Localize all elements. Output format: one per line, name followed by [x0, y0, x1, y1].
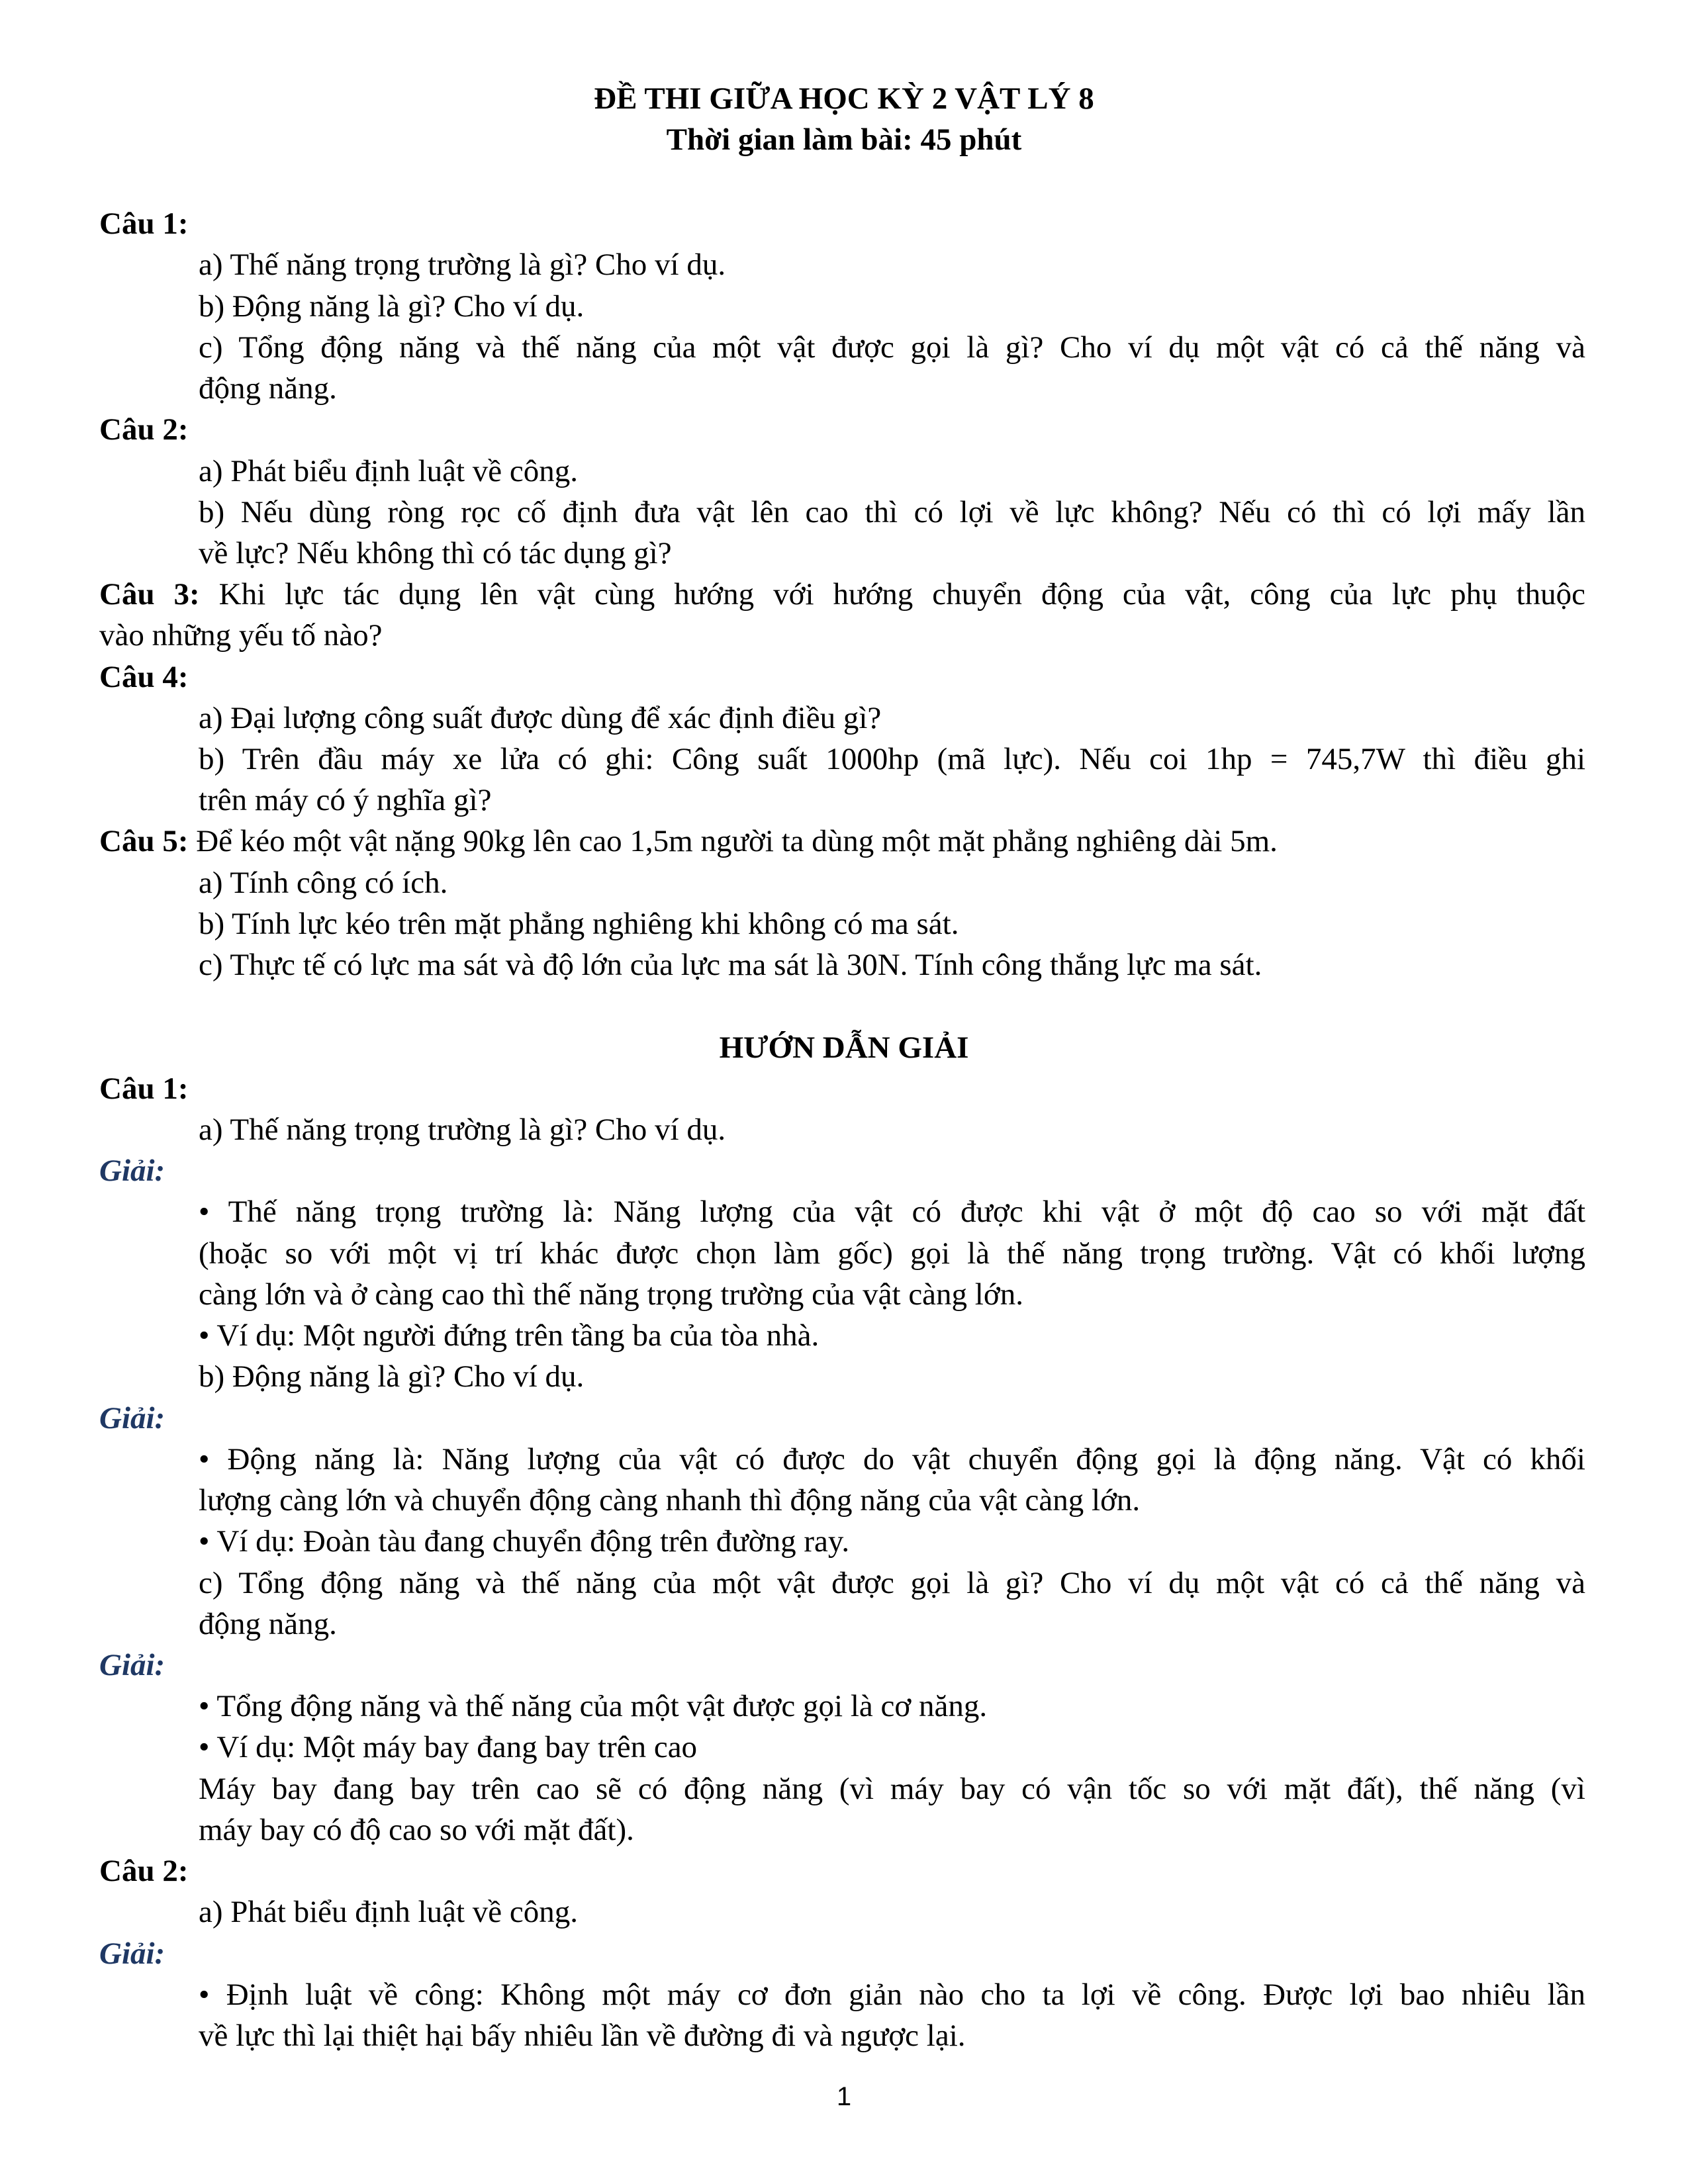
- question-5-a: a) Tính công có ích.: [199, 866, 448, 900]
- answer-1c-example: • Ví dụ: Một máy bay đang bay trên cao: [199, 1730, 698, 1764]
- guide-question-1-c-line-2: động năng.: [199, 1607, 337, 1641]
- question-2-b-line-1: b) Nếu dùng ròng rọc cố định đưa vật lên cao thì có lợi về lực không? Nếu có thì có lợi mấy lần: [199, 495, 1585, 529]
- answer-1a-line-2: (hoặc so với một vị trí khác được chọn làm gốc) gọi là thế năng trọng trường. Vật có khối lượng: [199, 1236, 1585, 1271]
- answer-2a-line-1: • Định luật về công: Không một máy cơ đơn giản nào cho ta lợi về công. Được lợi bao nhiêu lần: [199, 1978, 1585, 2012]
- exam-duration: Thời gian làm bài: 45 phút: [666, 122, 1022, 157]
- answer-1b-line-2: lượng càng lớn và chuyển động càng nhanh thì động năng của vật càng lớn.: [199, 1483, 1141, 1518]
- guide-question-2-a: a) Phát biểu định luật về công.: [199, 1895, 578, 1929]
- answer-1c-explanation-line-1: Máy bay đang bay trên cao sẽ có động năng (vì máy bay có vận tốc so với mặt đất), thế năng (vì: [199, 1772, 1585, 1806]
- answer-1a-line-1: • Thế năng trọng trường là: Năng lượng của vật có được khi vật ở một độ cao so với mặt đất: [199, 1195, 1585, 1229]
- guide-question-1-a: a) Thế năng trọng trường là gì? Cho ví dụ.: [199, 1113, 726, 1147]
- question-4-a: a) Đại lượng công suất được dùng để xác định điều gì?: [199, 701, 882, 735]
- answer-1b-line-1: • Động năng là: Năng lượng của vật có được do vật chuyển động gọi là động năng. Vật có khối: [199, 1442, 1585, 1477]
- answer-1a-example: • Ví dụ: Một người đứng trên tầng ba của tòa nhà.: [199, 1318, 820, 1353]
- question-5-line: [99, 821, 1585, 862]
- question-1-c-line-2: động năng.: [199, 371, 337, 406]
- question-4-label: Câu 4:: [99, 660, 189, 694]
- answer-1c: • Tổng động năng và thế năng của một vật được gọi là cơ năng.: [199, 1689, 988, 1723]
- question-4-b-line-1: b) Trên đầu máy xe lửa có ghi: Công suất 1000hp (mã lực). Nếu coi 1hp = 745,7W thì điều ghi: [199, 742, 1585, 776]
- question-5-text: Để kéo một vật nặng 90kg lên cao 1,5m người ta dùng một mặt phẳng nghiêng dài 5m.: [196, 824, 1278, 858]
- question-2-a: a) Phát biểu định luật về công.: [199, 454, 578, 488]
- question-1-b: b) Động năng là gì? Cho ví dụ.: [199, 289, 585, 324]
- answer-2a-line-2: về lực thì lại thiệt hại bấy nhiêu lần về đường đi và ngược lại.: [199, 2019, 966, 2053]
- question-3-label: Câu 3:: [99, 577, 200, 612]
- question-5-c: c) Thực tế có lực ma sát và độ lớn của lực ma sát là 30N. Tính công thắng lực ma sát.: [199, 948, 1262, 982]
- answer-1a-line-3: càng lớn và ở càng cao thì thế năng trọng trường của vật càng lớn.: [199, 1277, 1023, 1312]
- question-3-text: Khi lực tác dụng lên vật cùng hướng với hướng chuyển động của vật, công của lực phụ thuộc: [218, 577, 1585, 612]
- question-3-line-1: [99, 574, 1585, 615]
- question-5-label: Câu 5:: [99, 824, 189, 858]
- page-number: 1: [836, 2082, 852, 2111]
- question-5-b: b) Tính lực kéo trên mặt phẳng nghiêng khi không có ma sát.: [199, 907, 959, 941]
- solution-label-1: Giải:: [99, 1154, 165, 1188]
- guide-question-2-label: Câu 2:: [99, 1854, 189, 1888]
- question-3-line-2: vào những yếu tố nào?: [99, 618, 383, 653]
- guide-question-1-c-line-1: c) Tổng động năng và thế năng của một vật được gọi là gì? Cho ví dụ một vật có cả thế năng và: [199, 1566, 1585, 1600]
- answer-1b-example: • Ví dụ: Đoàn tàu đang chuyển động trên đường ray.: [199, 1524, 850, 1559]
- question-1-label: Câu 1:: [99, 206, 189, 241]
- guide-heading: HƯỚN DẪN GIẢI: [719, 1030, 969, 1065]
- question-1-c-line-1: c) Tổng động năng và thế năng của một vật được gọi là gì? Cho ví dụ một vật có cả thế năng và: [199, 330, 1585, 365]
- question-2-b-line-2: về lực? Nếu không thì có tác dụng gì?: [199, 536, 672, 570]
- question-1-a: a) Thế năng trọng trường là gì? Cho ví dụ.: [199, 248, 726, 282]
- guide-question-1-b: b) Động năng là gì? Cho ví dụ.: [199, 1359, 585, 1394]
- guide-question-1-label: Câu 1:: [99, 1071, 189, 1106]
- solution-label-4: Giải:: [99, 1936, 165, 1971]
- solution-label-2: Giải:: [99, 1401, 165, 1435]
- solution-label-3: Giải:: [99, 1648, 165, 1682]
- question-2-label: Câu 2:: [99, 412, 189, 447]
- exam-title: ĐỀ THI GIỮA HỌC KỲ 2 VẬT LÝ 8: [594, 81, 1094, 116]
- question-4-b-line-2: trên máy có ý nghĩa gì?: [199, 783, 492, 817]
- answer-1c-explanation-line-2: máy bay có độ cao so với mặt đất).: [199, 1813, 634, 1847]
